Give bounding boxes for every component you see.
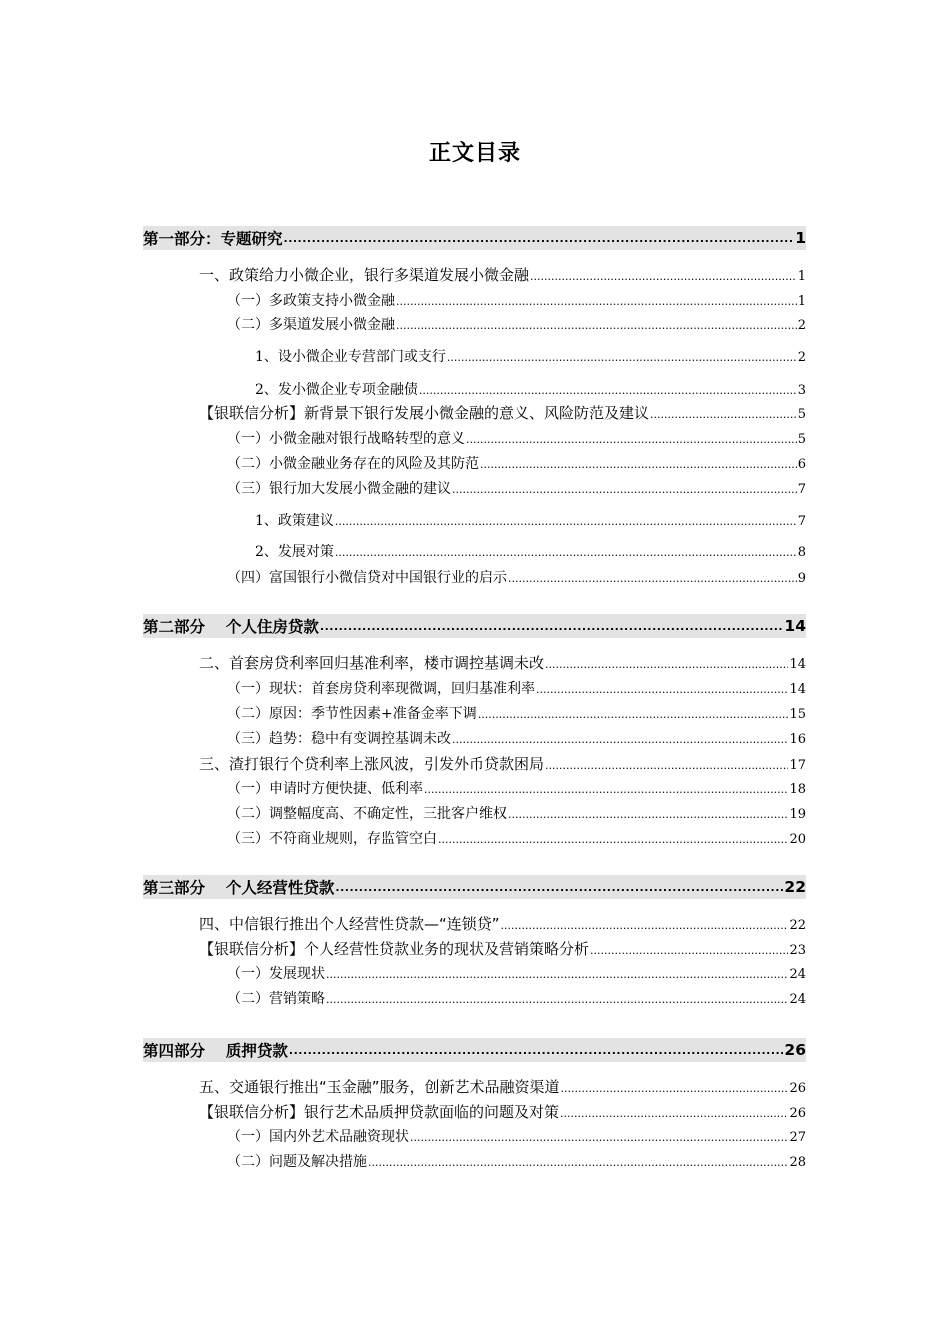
toc-page-number: 3	[797, 383, 806, 398]
toc-entry[interactable]	[227, 778, 806, 798]
toc-dot-leader	[545, 759, 788, 772]
toc-entry[interactable]	[199, 753, 806, 774]
toc-dot-leader	[335, 515, 797, 528]
toc-page-number: 5	[797, 407, 806, 422]
toc-part-heading[interactable]	[143, 1038, 806, 1062]
toc-dot-leader	[396, 319, 797, 332]
toc-page-number: 16	[789, 732, 806, 747]
toc-page-number: 7	[797, 482, 806, 497]
toc-page-number: 24	[789, 967, 806, 982]
toc-page-number: 1	[797, 269, 806, 284]
toc-entry[interactable]	[227, 1151, 806, 1171]
toc-entry[interactable]	[255, 510, 806, 530]
toc-entry-title: 三、渣打银行个贷利率上涨风波，引发外币贷款困局	[199, 755, 545, 773]
toc-dot-leader	[650, 408, 797, 421]
toc-page-number: 23	[789, 943, 806, 958]
toc-entry[interactable]	[227, 290, 806, 310]
toc-entry-title: 第三部分 个人经营性贷款	[143, 879, 335, 897]
toc-entry-title: 2、发展对策	[255, 544, 334, 560]
toc-entry-title: （二）调整幅度高、不确定性，三批客户维权	[227, 806, 507, 822]
toc-entry[interactable]	[227, 1126, 806, 1146]
toc-page-number: 2	[797, 318, 806, 333]
toc-entry-title: （一）申请时方便快捷、低利率	[227, 781, 423, 797]
toc-dot-leader	[424, 783, 788, 796]
toc-page-number: 26	[789, 1106, 806, 1121]
toc-entry-title: 二、首套房贷利率回归基准利率，楼市调控基调未改	[199, 654, 545, 672]
toc-page-number: 26	[789, 1081, 806, 1096]
toc-part-heading[interactable]	[143, 875, 806, 899]
toc-entry[interactable]	[227, 803, 806, 823]
toc-page-number: 8	[797, 545, 806, 560]
toc-dot-leader	[508, 808, 788, 821]
toc-dot-leader	[480, 458, 797, 471]
toc-entry-title: （三）趋势：稳中有变调控基调未改	[227, 731, 451, 747]
toc-dot-leader	[419, 384, 797, 397]
toc-entry-title: （二）原因：季节性因素+准备金率下调	[227, 706, 477, 722]
toc-entry[interactable]	[255, 379, 806, 399]
toc-dot-leader	[560, 1107, 788, 1120]
toc-entry[interactable]	[199, 1101, 806, 1122]
toc-entry-title: 一、政策给力小微企业，银行多渠道发展小微金融	[199, 266, 530, 284]
toc-entry-title: 1、政策建议	[255, 513, 334, 529]
toc-page-number: 15	[789, 707, 806, 722]
toc-dot-leader	[335, 881, 783, 894]
toc-dot-leader	[452, 733, 788, 746]
toc-entry-title: 2、发小微企业专项金融债	[255, 382, 418, 398]
toc-entry[interactable]	[227, 988, 806, 1008]
toc-dot-leader	[320, 620, 784, 633]
toc-entry-title: 四、中信银行推出个人经营性贷款—“连锁贷”	[199, 915, 500, 933]
toc-part-heading[interactable]	[143, 614, 806, 638]
toc-dot-leader	[438, 833, 788, 846]
toc-dot-leader	[478, 708, 789, 721]
toc-entry[interactable]	[227, 567, 806, 587]
toc-page-number: 18	[789, 782, 806, 797]
toc-dot-leader	[447, 351, 797, 364]
toc-entry-title: （二）多渠道发展小微金融	[227, 317, 395, 333]
toc-page-number: 7	[797, 514, 806, 529]
toc-entry-title: 1、设小微企业专营部门或支行	[255, 349, 446, 365]
toc-entry-title: （一）小微金融对银行战略转型的意义	[227, 431, 465, 447]
toc-dot-leader	[590, 944, 788, 957]
toc-dot-leader	[452, 483, 797, 496]
page-title: 正文目录	[428, 141, 521, 166]
toc-entry[interactable]	[199, 1076, 806, 1097]
toc-entry-title: （一）发展现状	[227, 966, 325, 982]
toc-page-number: 9	[797, 571, 806, 586]
toc-dot-leader	[326, 968, 788, 981]
toc-entry[interactable]	[199, 913, 806, 934]
toc-entry-title: （三）不符商业规则，存监管空白	[227, 831, 437, 847]
toc-entry-title: 第一部分：专题研究	[143, 230, 283, 248]
toc-page-number: 26	[784, 1041, 806, 1059]
toc-dot-leader	[284, 232, 795, 245]
toc-entry-title: 【银联信分析】银行艺术品质押贷款面临的问题及对策	[199, 1103, 560, 1121]
toc-dot-leader	[396, 295, 797, 308]
toc-dot-leader	[508, 572, 797, 585]
toc-page-number: 5	[797, 432, 806, 447]
toc-dot-leader	[368, 1156, 788, 1169]
toc-page-number: 27	[789, 1130, 806, 1145]
toc-page-number: 14	[789, 682, 806, 697]
toc-page-number: 14	[784, 617, 806, 635]
toc-entry-title: 第二部分 个人住房贷款	[143, 618, 319, 636]
toc-page-number: 22	[789, 918, 806, 933]
toc-entry-title: 【银联信分析】个人经营性贷款业务的现状及营销策略分析	[199, 940, 590, 958]
toc-entry[interactable]	[255, 346, 806, 366]
toc-entry-title: （一）现状：首套房贷利率现微调，回归基准利率	[227, 681, 535, 697]
toc-page-number: 22	[784, 878, 806, 896]
toc-entry[interactable]	[227, 678, 806, 698]
toc-page-number: 17	[789, 758, 806, 773]
toc-page-number: 24	[789, 992, 806, 1007]
toc-dot-leader	[326, 993, 788, 1006]
toc-dot-leader	[335, 546, 797, 559]
toc-page-number: 1	[797, 294, 806, 309]
toc-page-number: 28	[789, 1155, 806, 1170]
toc-dot-leader	[501, 919, 789, 932]
toc-entry-title: （一）多政策支持小微金融	[227, 293, 395, 309]
toc-entry[interactable]	[199, 402, 806, 423]
toc-page-number: 20	[789, 832, 806, 847]
toc-entry-title: （二）问题及解决措施	[227, 1154, 367, 1170]
toc-entry[interactable]	[227, 963, 806, 983]
toc-entry-title: （二）营销策略	[227, 991, 325, 1007]
toc-part-heading[interactable]	[143, 226, 806, 250]
toc-entry-title: （一）国内外艺术品融资现状	[227, 1129, 409, 1145]
toc-entry[interactable]	[227, 828, 806, 848]
toc-entry[interactable]	[199, 938, 806, 959]
toc-dot-leader	[530, 270, 797, 283]
toc-entry-title: （三）银行加大发展小微金融的建议	[227, 481, 451, 497]
toc-entry[interactable]	[227, 314, 806, 334]
toc-entry[interactable]	[227, 453, 806, 473]
toc-entry[interactable]	[227, 478, 806, 498]
toc-entry[interactable]	[227, 703, 806, 723]
toc-entry[interactable]	[227, 728, 806, 748]
toc-entry[interactable]	[199, 652, 806, 673]
toc-page-number: 19	[789, 807, 806, 822]
toc-entry-title: 五、交通银行推出“玉金融”服务，创新艺术品融资渠道	[199, 1078, 560, 1096]
toc-entry-title: 第四部分 质押贷款	[143, 1042, 288, 1060]
toc-dot-leader	[410, 1131, 788, 1144]
toc-dot-leader	[561, 1082, 789, 1095]
toc-dot-leader	[545, 658, 788, 671]
toc-entry[interactable]	[227, 428, 806, 448]
toc-page-number: 6	[797, 457, 806, 472]
toc-dot-leader	[536, 683, 788, 696]
toc-page-number: 2	[797, 350, 806, 365]
toc-dot-leader	[289, 1044, 784, 1057]
toc-entry-title: （四）富国银行小微信贷对中国银行业的启示	[227, 570, 507, 586]
toc-entry[interactable]	[199, 264, 806, 285]
toc-entry-title: （二）小微金融业务存在的风险及其防范	[227, 456, 479, 472]
toc-page-number: 14	[789, 657, 806, 672]
toc-dot-leader	[466, 433, 797, 446]
toc-entry-title: 【银联信分析】新背景下银行发展小微金融的意义、风险防范及建议	[199, 404, 650, 422]
toc-page-number: 1	[795, 229, 806, 247]
toc-entry[interactable]	[255, 541, 806, 561]
